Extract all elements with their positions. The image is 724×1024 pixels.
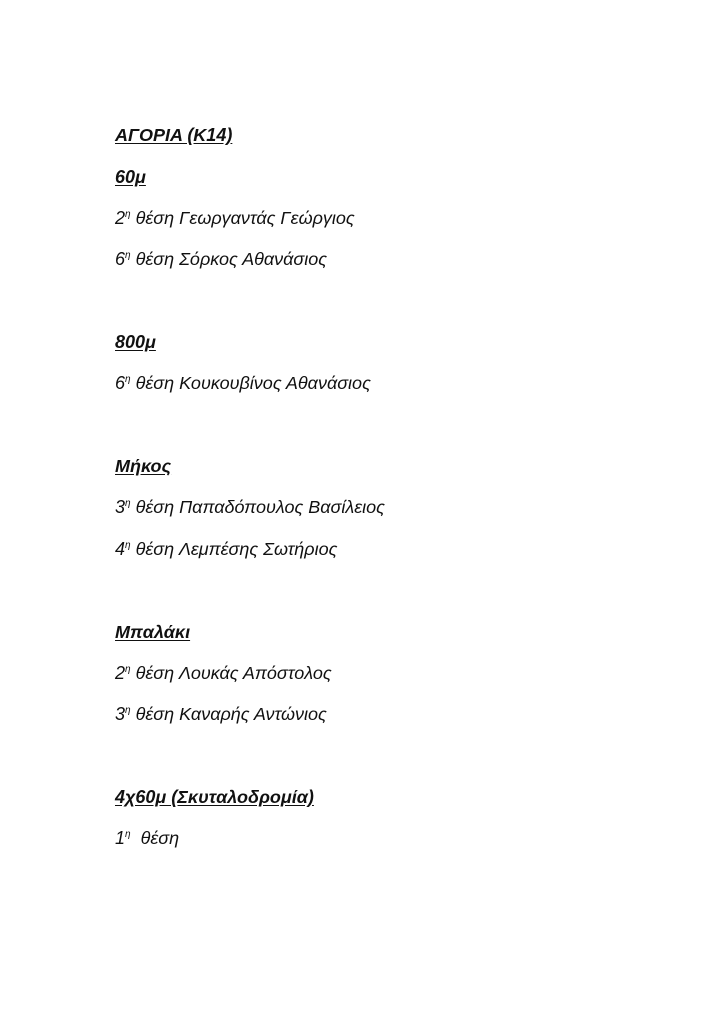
- section-heading-long-jump: Μήκος: [115, 456, 172, 476]
- document-title: ΑΓΟΡΙΑ (Κ14): [115, 125, 233, 145]
- rank-suffix: η: [125, 540, 131, 551]
- athlete-name: Λεμπέσης Σωτήριος: [178, 539, 338, 559]
- rank-number: 2: [115, 208, 126, 228]
- rank-suffix: η: [125, 209, 131, 220]
- rank-number: 3: [115, 704, 126, 724]
- result-entry: [115, 209, 355, 227]
- place-label: θέση: [135, 208, 175, 228]
- rank-suffix: η: [125, 498, 131, 509]
- rank-number: 6: [115, 249, 126, 269]
- result-entry: [115, 705, 327, 723]
- result-entry: [115, 540, 337, 558]
- rank-suffix: η: [125, 374, 131, 385]
- athlete-name: Κουκουβίνος Αθανάσιος: [179, 373, 371, 393]
- place-label: θέση: [140, 828, 180, 848]
- result-entry: [115, 374, 371, 392]
- athlete-name: Γεωργαντάς Γεώργιος: [179, 208, 355, 228]
- rank-number: 6: [115, 373, 126, 393]
- athlete-name: Λουκάς Απόστολος: [178, 663, 332, 683]
- place-label: θέση: [135, 249, 175, 269]
- rank-number: 3: [115, 497, 126, 517]
- rank-number: 2: [115, 663, 126, 683]
- section-heading-relay: 4χ60μ (Σκυταλοδρομία): [115, 787, 314, 807]
- rank-number: 4: [115, 539, 126, 559]
- place-label: θέση: [135, 539, 175, 559]
- section-heading-800m: 800μ: [115, 332, 156, 352]
- place-label: θέση: [135, 663, 175, 683]
- result-entry: [115, 250, 327, 268]
- rank-suffix: η: [125, 705, 131, 716]
- section-heading-ball-throw: Μπαλάκι: [115, 622, 191, 642]
- rank-number: 1: [115, 828, 126, 848]
- place-label: θέση: [135, 497, 175, 517]
- athlete-name: Καναρής Αντώνιος: [179, 704, 327, 724]
- result-entry: [115, 829, 179, 847]
- rank-suffix: η: [125, 829, 131, 840]
- rank-suffix: η: [125, 664, 131, 675]
- rank-suffix: η: [125, 250, 131, 261]
- athlete-name: Σόρκος Αθανάσιος: [179, 249, 328, 269]
- result-entry: [115, 664, 332, 682]
- place-label: θέση: [135, 373, 175, 393]
- place-label: θέση: [135, 704, 175, 724]
- section-heading-60m: 60μ: [115, 167, 146, 187]
- athlete-name: Παπαδόπουλος Βασίλειος: [179, 497, 385, 517]
- result-entry: [115, 498, 385, 516]
